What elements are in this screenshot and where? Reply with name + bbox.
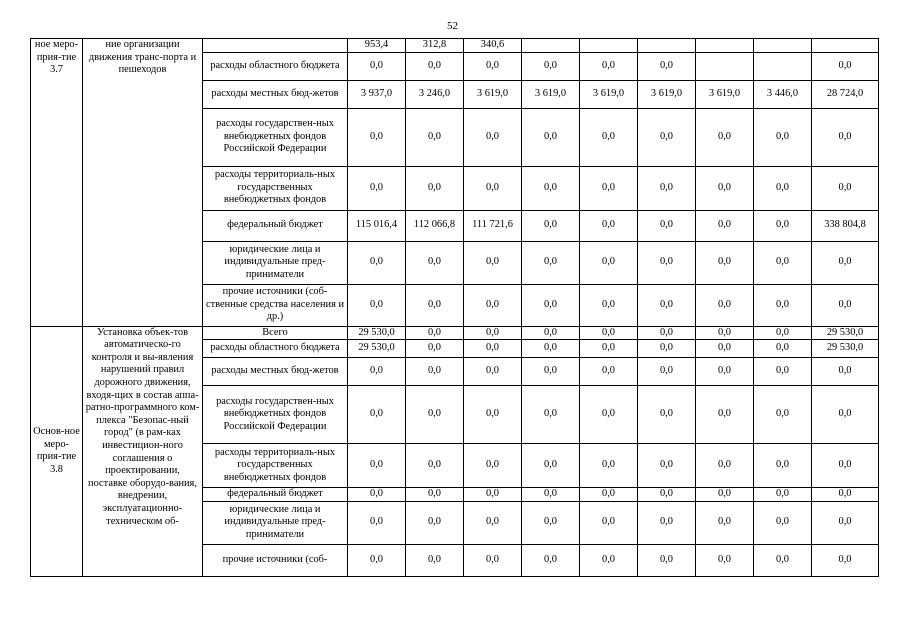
value-cell: 0,0 (812, 544, 879, 576)
value-cell: 0,0 (522, 386, 580, 444)
value-cell: 0,0 (580, 544, 638, 576)
value-cell: 0,0 (812, 284, 879, 326)
value-cell: 0,0 (522, 210, 580, 241)
value-cell: 0,0 (754, 544, 812, 576)
value-cell: 0,0 (638, 488, 696, 502)
budget-table (30, 38, 879, 577)
value-cell: 0,0 (406, 326, 464, 340)
value-cell: 0,0 (522, 284, 580, 326)
value-cell: 0,0 (580, 488, 638, 502)
funding-source-cell (203, 39, 348, 53)
value-cell: 0,0 (464, 501, 522, 544)
value-cell: 3 619,0 (522, 80, 580, 108)
value-cell: 0,0 (464, 52, 522, 80)
value-cell (522, 39, 580, 53)
funding-source-cell: расходы местных бюд-жетов (203, 80, 348, 108)
value-cell: 0,0 (522, 108, 580, 166)
table-row (31, 326, 879, 340)
funding-source-cell: расходы местных бюд-жетов (203, 358, 348, 386)
value-cell: 0,0 (754, 210, 812, 241)
value-cell: 0,0 (522, 358, 580, 386)
funding-source-cell: юридические лица и индивидуальные пред-приниматели (203, 241, 348, 284)
value-cell: 0,0 (464, 108, 522, 166)
value-cell: 0,0 (812, 488, 879, 502)
value-cell: 29 530,0 (348, 326, 406, 340)
value-cell: 0,0 (638, 358, 696, 386)
value-cell (754, 52, 812, 80)
value-cell: 29 530,0 (812, 326, 879, 340)
value-cell: 0,0 (464, 358, 522, 386)
value-cell: 3 246,0 (406, 80, 464, 108)
value-cell: 0,0 (406, 241, 464, 284)
value-cell: 0,0 (580, 166, 638, 210)
value-cell: 0,0 (696, 210, 754, 241)
value-cell: 0,0 (348, 488, 406, 502)
value-cell: 0,0 (754, 444, 812, 488)
value-cell: 0,0 (638, 386, 696, 444)
funding-source-cell: федеральный бюджет (203, 210, 348, 241)
value-cell: 0,0 (348, 52, 406, 80)
value-cell: 0,0 (638, 284, 696, 326)
value-cell: 0,0 (464, 166, 522, 210)
value-cell: 0,0 (464, 340, 522, 358)
value-cell: 0,0 (754, 501, 812, 544)
value-cell: 0,0 (580, 52, 638, 80)
value-cell: 312,8 (406, 39, 464, 53)
value-cell: 0,0 (580, 241, 638, 284)
value-cell: 3 619,0 (638, 80, 696, 108)
value-cell: 0,0 (406, 386, 464, 444)
funding-source-cell: федеральный бюджет (203, 488, 348, 502)
value-cell: 112 066,8 (406, 210, 464, 241)
value-cell: 338 804,8 (812, 210, 879, 241)
value-cell: 0,0 (580, 284, 638, 326)
event-name-cell: ние организации движения транс-порта и пешеходов (83, 39, 203, 327)
value-cell: 0,0 (522, 241, 580, 284)
value-cell: 0,0 (812, 444, 879, 488)
value-cell: 0,0 (696, 108, 754, 166)
value-cell: 0,0 (638, 52, 696, 80)
value-cell: 0,0 (406, 444, 464, 488)
event-number-cell: Основ-ное меро-прия-тие 3.8 (31, 326, 83, 576)
value-cell: 0,0 (812, 501, 879, 544)
value-cell: 3 619,0 (580, 80, 638, 108)
value-cell (812, 39, 879, 53)
funding-source-cell: расходы территориаль-ных государственных внебюджетных фондов (203, 444, 348, 488)
funding-source-cell: юридические лица и индивидуальные пред-приниматели (203, 501, 348, 544)
value-cell (638, 39, 696, 53)
value-cell: 0,0 (580, 444, 638, 488)
value-cell: 0,0 (348, 501, 406, 544)
value-cell: 0,0 (406, 488, 464, 502)
value-cell: 0,0 (464, 326, 522, 340)
value-cell: 0,0 (580, 326, 638, 340)
value-cell: 0,0 (696, 241, 754, 284)
value-cell: 0,0 (754, 340, 812, 358)
value-cell: 0,0 (696, 444, 754, 488)
value-cell: 0,0 (464, 544, 522, 576)
table-row (31, 39, 879, 53)
value-cell: 0,0 (406, 358, 464, 386)
value-cell: 0,0 (522, 326, 580, 340)
value-cell: 0,0 (696, 488, 754, 502)
value-cell: 3 619,0 (696, 80, 754, 108)
value-cell: 0,0 (580, 210, 638, 241)
value-cell: 0,0 (638, 444, 696, 488)
funding-source-cell: Всего (203, 326, 348, 340)
value-cell: 0,0 (696, 284, 754, 326)
value-cell: 0,0 (812, 386, 879, 444)
value-cell: 0,0 (406, 501, 464, 544)
value-cell: 28 724,0 (812, 80, 879, 108)
value-cell: 0,0 (522, 444, 580, 488)
funding-source-cell: прочие источники (соб- (203, 544, 348, 576)
value-cell: 0,0 (522, 544, 580, 576)
value-cell: 29 530,0 (812, 340, 879, 358)
value-cell: 0,0 (580, 358, 638, 386)
value-cell: 0,0 (348, 386, 406, 444)
value-cell (696, 52, 754, 80)
value-cell: 0,0 (754, 488, 812, 502)
value-cell: 0,0 (812, 52, 879, 80)
value-cell: 0,0 (464, 488, 522, 502)
page-number: 52 (447, 20, 458, 32)
value-cell: 0,0 (696, 544, 754, 576)
value-cell: 0,0 (580, 108, 638, 166)
value-cell: 0,0 (812, 358, 879, 386)
value-cell: 0,0 (696, 326, 754, 340)
value-cell: 3 619,0 (464, 80, 522, 108)
funding-source-cell: расходы государствен-ных внебюджетных фондов Российской Федерации (203, 386, 348, 444)
value-cell: 0,0 (406, 52, 464, 80)
value-cell: 0,0 (406, 108, 464, 166)
value-cell: 0,0 (522, 166, 580, 210)
value-cell (696, 39, 754, 53)
value-cell: 0,0 (580, 340, 638, 358)
value-cell: 0,0 (638, 544, 696, 576)
value-cell: 340,6 (464, 39, 522, 53)
value-cell: 0,0 (638, 108, 696, 166)
funding-source-cell: прочие источники (соб-ственные средства населения и др.) (203, 284, 348, 326)
value-cell: 0,0 (348, 544, 406, 576)
value-cell: 0,0 (754, 108, 812, 166)
value-cell: 115 016,4 (348, 210, 406, 241)
funding-source-cell: расходы государствен-ных внебюджетных фондов Российской Федерации (203, 108, 348, 166)
value-cell: 0,0 (464, 241, 522, 284)
value-cell: 0,0 (638, 326, 696, 340)
value-cell: 0,0 (580, 501, 638, 544)
funding-source-cell: расходы территориаль-ных государственных внебюджетных фондов (203, 166, 348, 210)
value-cell: 0,0 (348, 284, 406, 326)
value-cell: 0,0 (638, 340, 696, 358)
funding-source-cell: расходы областного бюджета (203, 340, 348, 358)
value-cell: 0,0 (812, 166, 879, 210)
value-cell: 111 721,6 (464, 210, 522, 241)
value-cell: 0,0 (754, 358, 812, 386)
value-cell: 0,0 (348, 108, 406, 166)
value-cell: 0,0 (522, 488, 580, 502)
value-cell: 953,4 (348, 39, 406, 53)
value-cell: 0,0 (348, 241, 406, 284)
value-cell: 3 937,0 (348, 80, 406, 108)
value-cell (580, 39, 638, 53)
value-cell: 0,0 (406, 544, 464, 576)
value-cell: 0,0 (348, 444, 406, 488)
value-cell: 0,0 (754, 241, 812, 284)
value-cell: 0,0 (406, 340, 464, 358)
value-cell: 0,0 (464, 444, 522, 488)
value-cell: 0,0 (348, 166, 406, 210)
value-cell: 0,0 (812, 108, 879, 166)
value-cell: 0,0 (464, 284, 522, 326)
value-cell: 0,0 (696, 501, 754, 544)
value-cell: 29 530,0 (348, 340, 406, 358)
value-cell: 3 446,0 (754, 80, 812, 108)
value-cell: 0,0 (812, 241, 879, 284)
value-cell: 0,0 (696, 358, 754, 386)
value-cell: 0,0 (522, 52, 580, 80)
value-cell: 0,0 (638, 166, 696, 210)
value-cell: 0,0 (696, 386, 754, 444)
value-cell: 0,0 (580, 386, 638, 444)
funding-source-cell: расходы областного бюджета (203, 52, 348, 80)
value-cell: 0,0 (696, 166, 754, 210)
value-cell: 0,0 (638, 501, 696, 544)
value-cell: 0,0 (754, 326, 812, 340)
value-cell: 0,0 (754, 166, 812, 210)
value-cell: 0,0 (406, 166, 464, 210)
event-number-cell: ное меро-прия-тие 3.7 (31, 39, 83, 327)
value-cell: 0,0 (638, 210, 696, 241)
value-cell: 0,0 (754, 386, 812, 444)
value-cell (754, 39, 812, 53)
value-cell: 0,0 (406, 284, 464, 326)
value-cell: 0,0 (638, 241, 696, 284)
value-cell: 0,0 (754, 284, 812, 326)
value-cell: 0,0 (522, 501, 580, 544)
value-cell: 0,0 (522, 340, 580, 358)
value-cell: 0,0 (696, 340, 754, 358)
event-name-cell: Установка объек-тов автоматическо-го контроля и вы-явления нарушений правил дорожного движения, входя-щих в состав аппа-ратно-программного ком-плекса "Безопас-ный город" (в рам-ках инвестицион-ного соглашения о проектировании, поставке оборудо-вания, внедрении, эксплуатационно-техническом об- (83, 326, 203, 576)
value-cell: 0,0 (464, 386, 522, 444)
value-cell: 0,0 (348, 358, 406, 386)
